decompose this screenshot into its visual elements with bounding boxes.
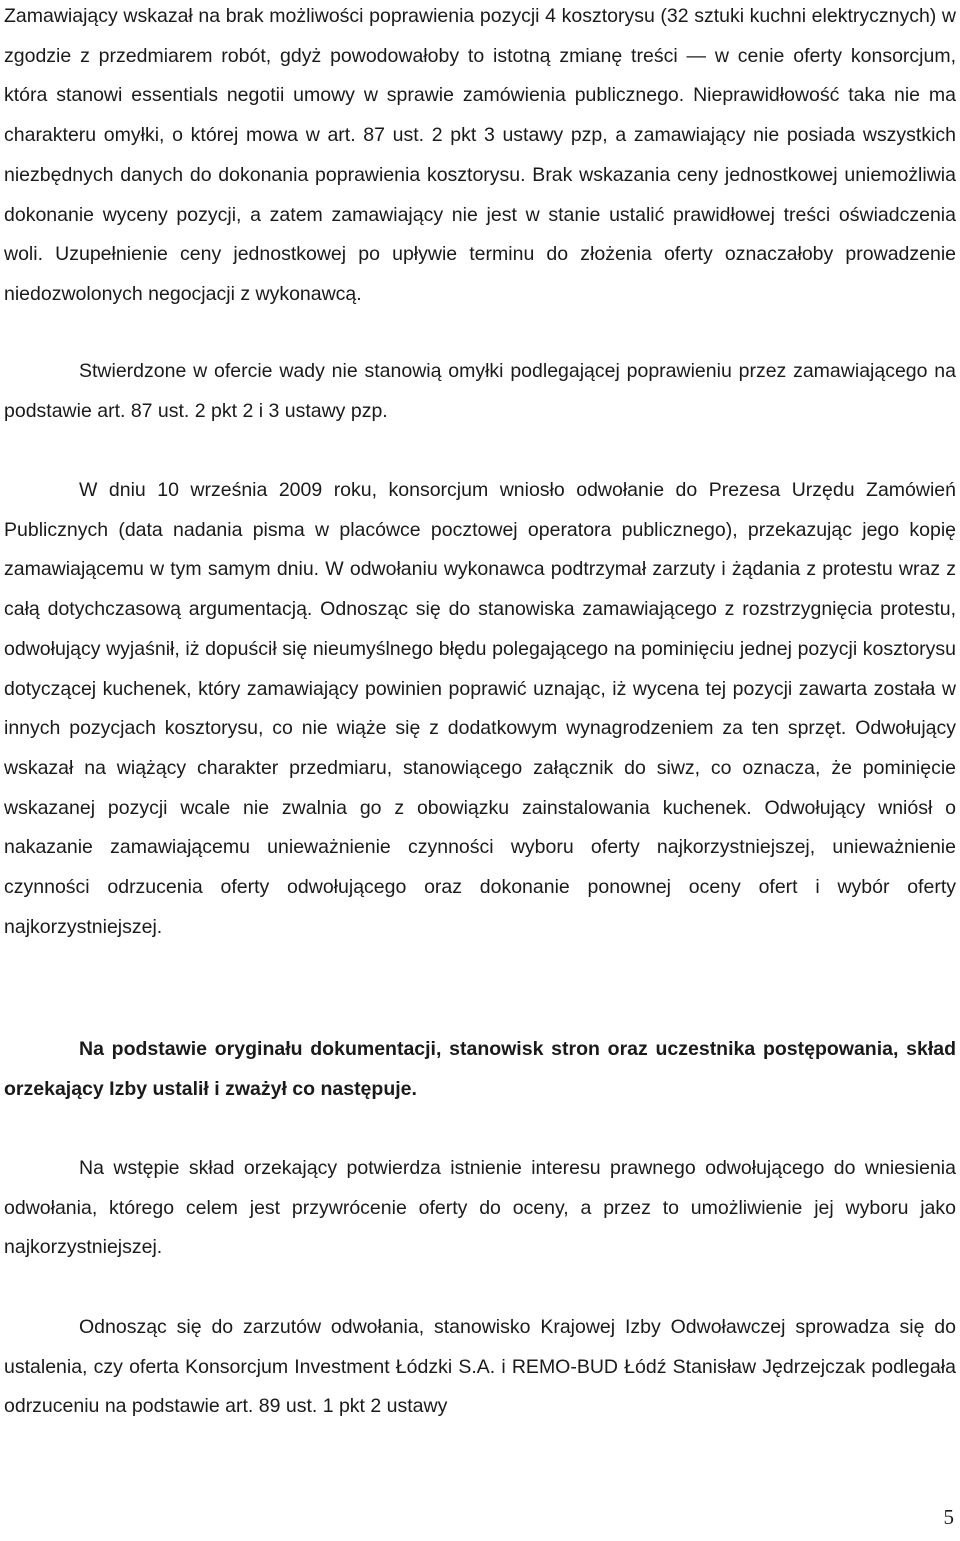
paragraph-wady-oferty: Stwierdzone w ofercie wady nie stanowią omyłki podlegającej poprawieniu przez zamawiającego na podstawie art. 87 ust. 2 pkt 2 i 3 ustawy pzp. bbox=[4, 360, 956, 422]
paragraph-interes-prawny: Na wstępie skład orzekający potwierdza istnienie interesu prawnego odwołującego do wniesienia odwołania, którego celem jest przywrócenie oferty do oceny, a przez to umożliwienie jej wyboru jako najkorzystniejszej. bbox=[4, 1157, 956, 1259]
paragraph-zarzuty-odwolania: Odnosząc się do zarzutów odwołania, stanowisko Krajowej Izby Odwoławczej sprowadza się do ustalenia, czy oferta Konsorcjum Investment Łódzki S.A. i REMO-BUD Łódź Stanisław Jędrzejczak podlegała odrzuceniu na podstawie art. 89 ust. 1 pkt 2 ustawy bbox=[4, 1316, 956, 1418]
paragraph-omylka-argument: Zamawiający wskazał na brak możliwości poprawienia pozycji 4 kosztorysu (32 sztuki kuchni elektrycznych) w zgodzie z przedmiarem robót, gdyż powodowałoby to istotną zmianę treści — w cenie oferty konsorcjum, która stanowi essentials negotii umowy w sprawie zamówienia publicznego. Nieprawidłowość taka nie ma charakteru omyłki, o której mowa w art. 87 ust. 2 pkt 3 ustawy pzp, a zamawiający nie posiada wszystkich niezbędnych danych do dokonania poprawienia kosztorysu. Brak wskazania ceny jednostkowej uniemożliwia dokonanie wyceny pozycji, a zatem zamawiający nie jest w stanie ustalić prawidłowej treści oświadczenia woli. Uzupełnienie ceny jednostkowej po upływie terminu do złożenia oferty oznaczałoby prowadzenie niedozwolonych negocjacji z wykonawcą. bbox=[4, 5, 956, 305]
page-number: 5 bbox=[943, 1505, 954, 1529]
paragraph-ustalenia-izby: Na podstawie oryginału dokumentacji, stanowisk stron oraz uczestnika postępowania, skład orzekający Izby ustalił i zważył co następuje. bbox=[4, 1038, 956, 1100]
paragraph-odwolanie: W dniu 10 września 2009 roku, konsorcjum wniosło odwołanie do Prezesa Urzędu Zamówień Publicznych (data nadania pisma w placówce pocztowej operatora publicznego), przekazując jego kopię zamawiającemu w tym samym dniu. W odwołaniu wykonawca podtrzymał zarzuty i żądania z protestu wraz z całą dotychczasową argumentacją. Odnosząc się do stanowiska zamawiającego z rozstrzygnięcia protestu, odwołujący wyjaśnił, iż dopuścił się nieumyślnego błędu polegającego na pominięciu jednej pozycji kosztorysu dotyczącej kuchenek, który zamawiający powinien poprawić uznając, iż wycena tej pozycji zawarta została w innych pozycjach kosztorysu, co nie wiąże się z dodatkowym wynagrodzeniem za ten sprzęt. Odwołujący wskazał na wiążący charakter przedmiaru, stanowiącego załącznik do siwz, co oznacza, że pominięcie wskazanej pozycji wcale nie zwalnia go z obowiązku zainstalowania kuchenek. Odwołujący wniósł o nakazanie zamawiającemu unieważnienie czynności wyboru oferty najkorzystniejszej, unieważnienie czynności odrzucenia oferty odwołującego oraz dokonanie ponownej oceny ofert i wybór oferty najkorzystniejszej. bbox=[4, 479, 956, 938]
